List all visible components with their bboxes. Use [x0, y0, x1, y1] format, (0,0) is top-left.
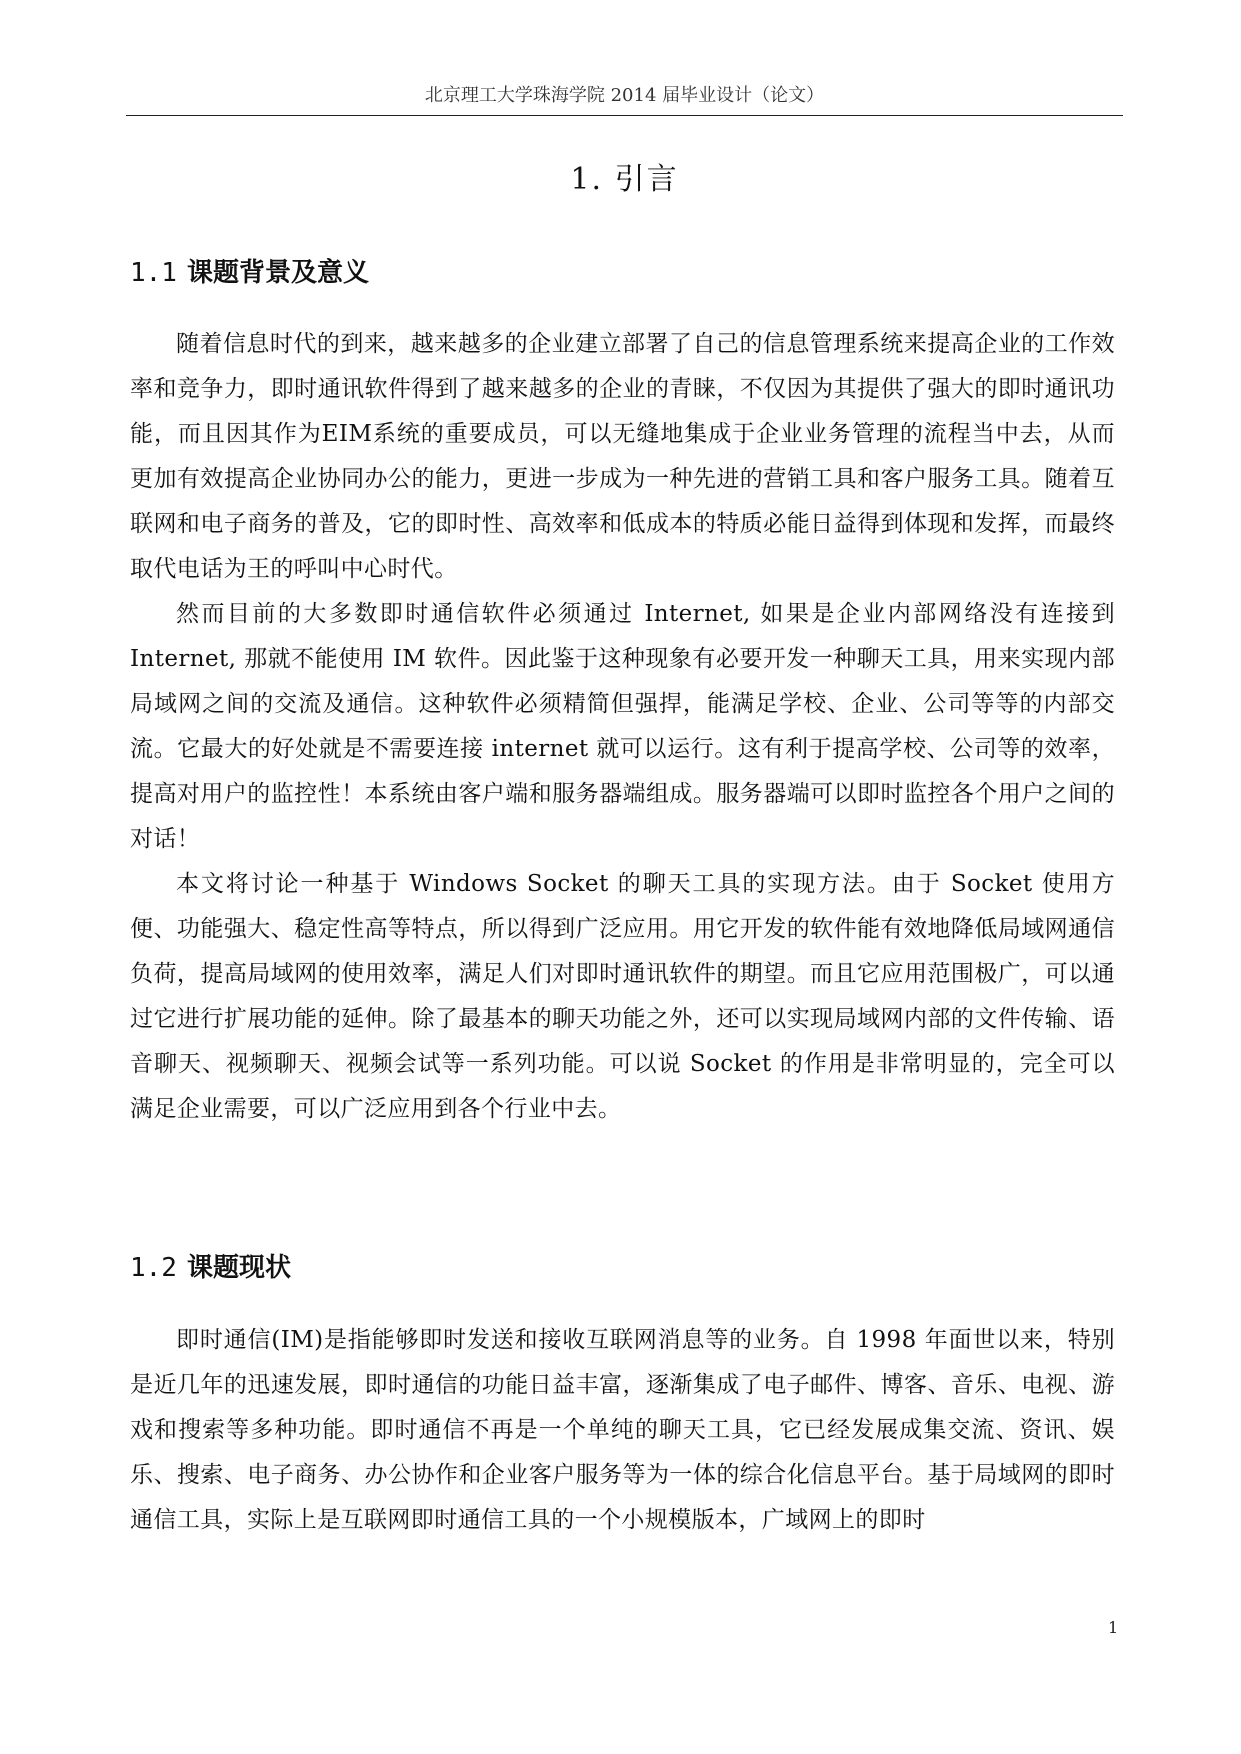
paragraph: 然而目前的大多数即时通信软件必须通过 Internet, 如果是企业内部网络没有连接到 Internet, 那就不能使用 IM 软件。因此鉴于这种现象有必要开发一种聊天工具，用来实现内部局域网之间的交流及通信。这种软件必须精简但强捍，能满足学校、企业、公司等等的内部交流。它最大的好处就是不需要连接 internet 就可以运行。这有利于提高学校、公司等的效率，提高对用户的监控性！本系统由客户端和服务器端组成。服务器端可以即时监控各个用户之间的对话！: [130, 601, 1115, 852]
header-rule: [126, 115, 1123, 116]
paragraph: 即时通信(IM)是指能够即时发送和接收互联网消息等的业务。自 1998 年面世以来，特别是近几年的迅速发展，即时通信的功能日益丰富，逐渐集成了电子邮件、博客、音乐、电视、游戏和搜索等多种功能。即时通信不再是一个单纯的聊天工具，它已经发展成集交流、资讯、娱乐、搜索、电子商务、办公协作和企业客户服务等为一体的综合化信息平台。基于局域网的即时通信工具，实际上是互联网即时通信工具的一个小规模版本，广域网上的即时: [130, 1327, 1115, 1533]
paragraph: 随着信息时代的到来，越来越多的企业建立部署了自己的信息管理系统来提高企业的工作效率和竞争力，即时通讯软件得到了越来越多的企业的青睐，不仅因为其提供了强大的即时通讯功能，而且因其作为EIM系统的重要成员，可以无缝地集成于企业业务管理的流程当中去，从而更加有效提高企业协同办公的能力，更进一步成为一种先进的营销工具和客户服务工具。随着互联网和电子商务的普及，它的即时性、高效率和低成本的特质必能日益得到体现和发挥，而最终取代电话为王的呼叫中心时代。: [130, 331, 1115, 582]
section-title-text: 课题背景及意义: [186, 258, 369, 288]
section-1-1-body: [130, 322, 1115, 1132]
section-title-text: 课题现状: [186, 1253, 291, 1283]
page-number: 1: [1108, 1618, 1119, 1637]
section-heading-1-1: [130, 255, 369, 291]
paragraph: 本文将讨论一种基于 Windows Socket 的聊天工具的实现方法。由于 Socket 使用方便、功能强大、稳定性高等特点，所以得到广泛应用。用它开发的软件能有效地降低局域网通信负荷，提高局域网的使用效率，满足人们对即时通讯软件的期望。而且它应用范围极广，可以通过它进行扩展功能的延伸。除了最基本的聊天功能之外，还可以实现局域网内部的文件传输、语音聊天、视频聊天、视频会试等一系列功能。可以说 Socket 的作用是非常明显的，完全可以满足企业需要，可以广泛应用到各个行业中去。: [130, 871, 1116, 1122]
section-heading-1-2: [130, 1250, 291, 1286]
section-1-2-body: [130, 1318, 1115, 1543]
section-number: 1.2: [130, 1253, 177, 1283]
section-number: 1.1: [130, 258, 177, 288]
chapter-title: 1. 引言: [570, 162, 679, 197]
running-header: 北京理工大学珠海学院 2014 届毕业设计（论文）: [424, 85, 825, 106]
